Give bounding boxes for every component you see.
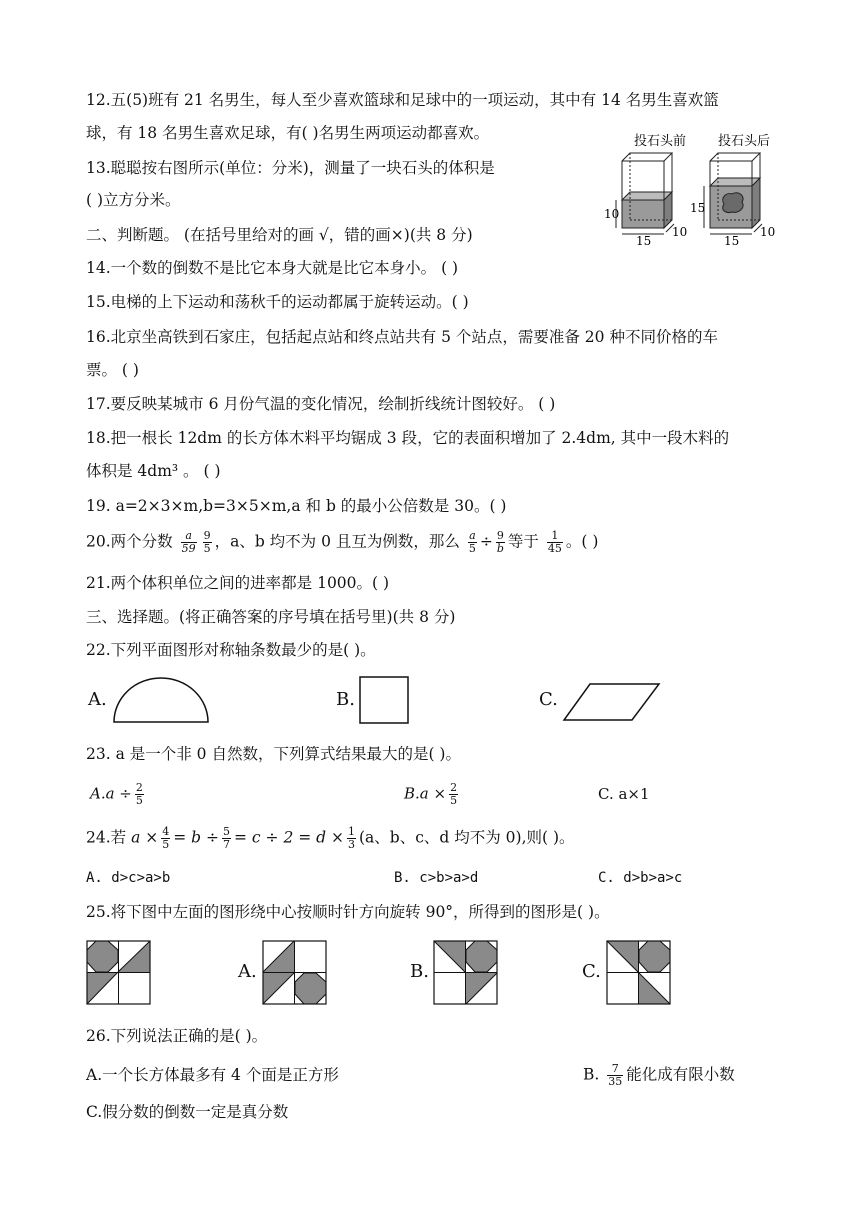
q22-option-b-label: B. [336, 689, 355, 710]
q23-option-b: B.a × $\frac{2}{5}$ [404, 781, 458, 807]
q26-option-b: B. $\frac{7}{35}$ 能化成有限小数 [583, 1062, 735, 1088]
q16-line2: 票。 ( ) [86, 361, 139, 379]
rotation-option-b-figure [433, 940, 499, 1006]
q20-operator: ÷ [479, 532, 493, 551]
rotation-option-a-figure [262, 940, 328, 1006]
q20 [86, 530, 598, 555]
q25-option-a-label: A. [238, 961, 257, 982]
q25-stem: 25.将下图中左面的图形绕中心按顺时针方向旋转 90°，所得到的图形是( )。 [86, 903, 610, 921]
q23-option-a: A.a ÷ $\frac{2}{5}$ [90, 781, 143, 807]
q24-option-c: C. d>b>a>c [598, 870, 683, 886]
q22-option-a-label: A. [88, 689, 107, 710]
q13-line1: 13.聪聪按右图所示(单位：分米)，测量了一块石头的体积是 [86, 159, 495, 177]
rotation-original-figure [86, 940, 152, 1006]
q15: 15.电梯的上下运动和荡秋千的运动都属于旋转运动。( ) [86, 293, 469, 311]
before-width: 15 [636, 234, 652, 248]
box-after [704, 153, 762, 234]
q20-prefix: 20.两个分数 [86, 532, 173, 551]
after-label: 投石头后 [718, 134, 771, 149]
q26-stem: 26.下列说法正确的是( )。 [86, 1027, 268, 1045]
q17: 17.要反映某城市 6 月份气温的变化情况，绘制折线统计图较好。 ( ) [86, 395, 556, 413]
q26-option-c: C.假分数的倒数一定是真分数 [86, 1103, 289, 1121]
q20-equals: 等于 [507, 532, 539, 551]
q16-line1: 16.北京坐高铁到石家庄，包括起点站和终点站共有 5 个站点，需要准备 20 种不同价格的车 [86, 328, 718, 346]
q24-option-a: A. d>c>a>b [86, 870, 171, 886]
stone-volume-figure [606, 128, 782, 246]
section-3-heading: 三、选择题。(将正确答案的序号填在括号里)(共 8 分) [86, 608, 456, 626]
before-height: 10 [604, 207, 620, 221]
rotation-option-c-figure [606, 940, 672, 1006]
q12-line1: 12.五(5)班有 21 名男生，每人至少喜欢篮球和足球中的一项运动，其中有 14 名男生喜欢篮 [86, 91, 719, 109]
q20-fraction-1: $\frac{a}{59}$ [181, 529, 196, 555]
q18-line2: 体积是 4dm³ 。 ( ) [86, 462, 221, 480]
before-label: 投石头前 [634, 134, 687, 149]
before-depth: 10 [672, 225, 688, 239]
q22-stem: 22.下列平面图形对称轴条数最少的是( )。 [86, 641, 376, 659]
q20-fraction-4: $\frac{9}{b}$ [496, 529, 504, 555]
q24-option-b: B. c>b>a>d [394, 870, 479, 886]
box-before [616, 153, 674, 234]
q20-fraction-2: $\frac{9}{5}$ [203, 529, 211, 555]
semicircle-shape [112, 676, 210, 724]
q13-line2: ( )立方分米。 [86, 191, 181, 209]
q20-fraction-3: $\frac{a}{5}$ [468, 529, 476, 555]
q26-option-a: A.一个长方体最多有 4 个面是正方形 [86, 1066, 339, 1084]
q20-suffix: 。( ) [565, 532, 599, 551]
q24-stem: 24.若 a × $\frac{4}{5}$ = b ÷ $\frac{5}{7}$ = c ÷ 2 = d × $\frac{1}{3}$ (a、b、c、d 均不为 0),则( )。 [86, 825, 575, 851]
square-shape [359, 676, 411, 724]
q21: 21.两个体积单位之间的进率都是 1000。( ) [86, 574, 390, 592]
parallelogram-shape [562, 682, 662, 722]
q23-stem: 23. a 是一个非 0 自然数，下列算式结果最大的是( )。 [86, 745, 461, 763]
q14: 14.一个数的倒数不是比它本身大就是比它本身小。 ( ) [86, 259, 459, 277]
after-height: 15 [690, 201, 706, 215]
q22-option-c-label: C. [539, 689, 558, 710]
q20-middle: ，a、b 均不为 0 且互为例数，那么 [214, 532, 460, 551]
section-2-heading: 二、判断题。 (在括号里给对的画 √，错的画×)(共 8 分) [86, 226, 473, 244]
q12-line2: 球，有 18 名男生喜欢足球，有( )名男生两项运动都喜欢。 [86, 124, 490, 142]
after-width: 15 [724, 234, 740, 248]
q25-option-c-label: C. [582, 961, 601, 982]
q18-line1: 18.把一根长 12dm 的长方体木料平均锯成 3 段，它的表面积增加了 2.4dm, 其中一段木料的 [86, 429, 730, 447]
after-depth: 10 [760, 225, 776, 239]
q19: 19. a=2×3×m,b=3×5×m,a 和 b 的最小公倍数是 30。( ) [86, 497, 507, 515]
q25-option-b-label: B. [410, 961, 429, 982]
q20-fraction-5: $\frac{1}{45}$ [547, 529, 562, 555]
q23-option-c: C. a×1 [598, 785, 650, 803]
